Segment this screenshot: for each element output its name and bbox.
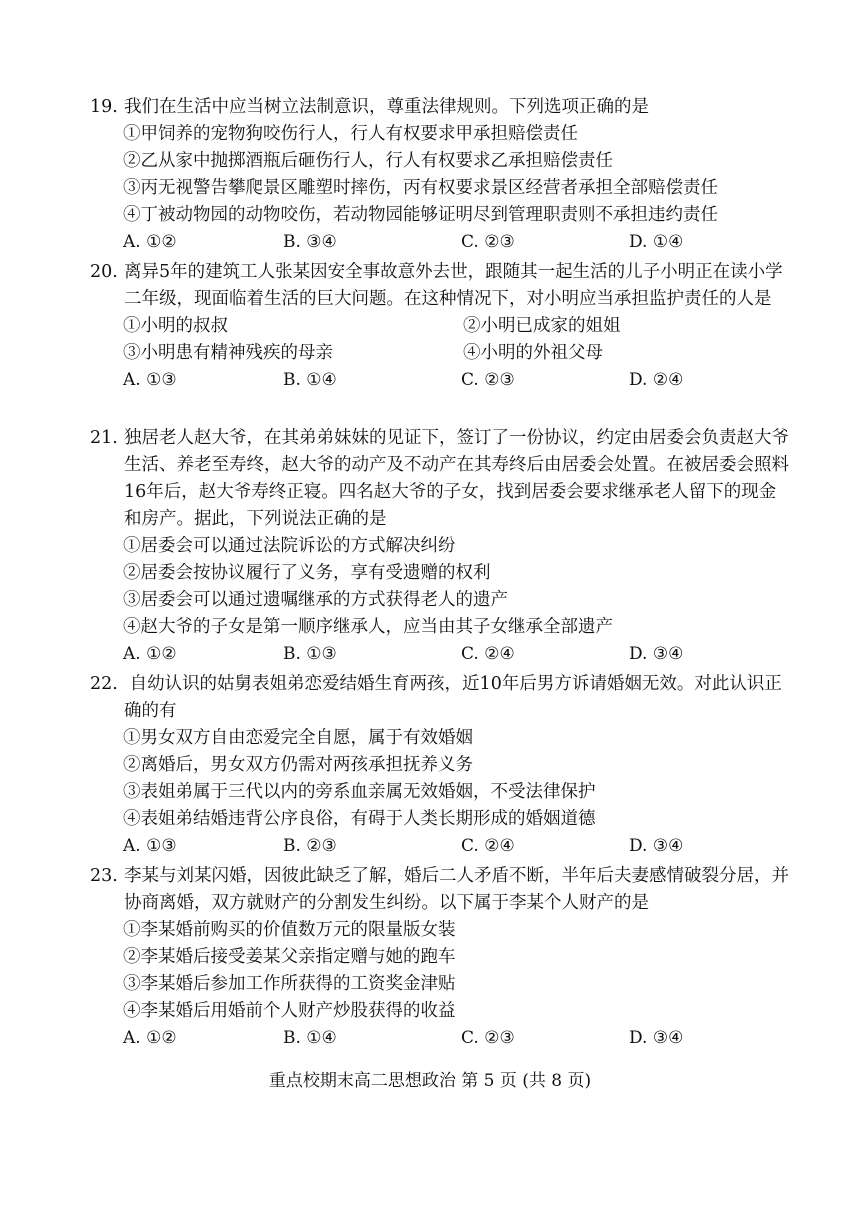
question-stem [90,671,790,725]
page-footer: 重点校期末高二思想政治 第 5 页 (共 8 页) [268,1071,592,1091]
statement: ①甲饲养的宠物狗咬伤行人，行人有权要求甲承担赔偿责任 [123,124,578,144]
choice-a[interactable]: A. ①② [123,644,177,664]
choice-c[interactable]: C. ②④ [461,644,515,664]
question-20 [90,259,790,394]
statement: ③居委会可以通过遗嘱继承的方式获得老人的遗产 [123,590,508,610]
choice-b[interactable]: B. ①③ [283,644,337,664]
question-stem [90,425,790,533]
answer-choices [90,229,790,256]
statement: ③丙无视警告攀爬景区雕塑时摔伤，丙有权要求景区经营者承担全部赔偿责任 [123,178,718,198]
choice-c[interactable]: C. ②④ [461,836,515,856]
answer-choices [90,641,790,668]
choice-d[interactable]: D. ③④ [629,1028,684,1048]
statement: ③小明患有精神残疾的母亲 [123,343,333,363]
question-stem [90,863,790,917]
statement: ②乙从家中抛掷酒瓶后砸伤行人，行人有权要求乙承担赔偿责任 [123,151,613,171]
question-22 [90,671,790,860]
stem-text: 李某与刘某闪婚，因彼此缺乏了解，婚后二人矛盾不断，半年后夫妻感情破裂分居，并协商离婚，双方就财产的分割发生纠纷。以下属于李某个人财产的是 [124,866,789,913]
stem-text: 独居老人赵大爷，在其弟弟妹妹的见证下，签订了一份协议，约定由居委会负责赵大爷生活、养老至寿终，赵大爷的动产及不动产在其寿终后由居委会处置。在被居委会照料16年后，赵大爷寿终正寝。四名赵大爷的子女，找到居委会要求继承老人留下的现金和房产。据此，下列说法正确的是 [124,428,789,529]
question-number: 19. [90,97,118,117]
question-21 [90,425,790,668]
statement: ④赵大爷的子女是第一顺序继承人，应当由其子女继承全部遗产 [123,617,613,637]
choice-b[interactable]: B. ③④ [283,232,337,252]
answer-choices [90,1025,790,1052]
stem-text: 我们在生活中应当树立法制意识，尊重法律规则。下列选项正确的是 [124,97,649,117]
choice-b[interactable]: B. ①④ [283,1028,337,1048]
question-number: 23. [90,866,118,886]
statement: ④李某婚后用婚前个人财产炒股获得的收益 [123,1001,456,1021]
statement: ②离婚后，男女双方仍需对两孩承担抚养义务 [123,755,473,775]
answer-choices [90,367,790,394]
statement: ①小明的叔叔 [123,316,228,336]
statement: ①李某婚前购买的价值数万元的限量版女装 [123,920,456,940]
statement: ①男女双方自由恋爱完全自愿，属于有效婚姻 [123,728,473,748]
choice-d[interactable]: D. ①④ [629,232,684,252]
statement: ②居委会按协议履行了义务，享有受遗赠的权利 [123,563,491,583]
choice-d[interactable]: D. ②④ [629,370,684,390]
statement: ④小明的外祖父母 [463,343,603,363]
choice-d[interactable]: D. ③④ [629,644,684,664]
statement: ②小明已成家的姐姐 [463,316,621,336]
answer-choices [90,833,790,860]
choice-c[interactable]: C. ②③ [461,1028,515,1048]
question-stem [90,259,790,313]
statement: ①居委会可以通过法院诉讼的方式解决纠纷 [123,536,456,556]
choice-c[interactable]: C. ②③ [461,370,515,390]
choice-d[interactable]: D. ③④ [629,836,684,856]
question-number: 22. [90,674,118,694]
stem-text: 自幼认识的姑舅表姐弟恋爱结婚生育两孩，近10年后男方诉请婚姻无效。对此认识正确的有 [124,674,782,721]
choice-a[interactable]: A. ①③ [123,370,177,390]
question-stem [90,94,790,121]
choice-a[interactable]: A. ①③ [123,836,177,856]
statement: ③李某婚后参加工作所获得的工资奖金津贴 [123,974,456,994]
choice-a[interactable]: A. ①② [123,1028,177,1048]
statement: ③表姐弟属于三代以内的旁系血亲属无效婚姻，不受法律保护 [123,782,596,802]
choice-b[interactable]: B. ①④ [283,370,337,390]
choice-a[interactable]: A. ①② [123,232,177,252]
statement-grid [90,313,790,367]
choice-c[interactable]: C. ②③ [461,232,515,252]
question-number: 21. [90,428,118,448]
question-number: 20. [90,262,118,282]
statement: ④丁被动物园的动物咬伤，若动物园能够证明尽到管理职责则不承担违约责任 [123,205,718,225]
stem-text: 离异5年的建筑工人张某因安全事故意外去世，跟随其一起生活的儿子小明正在读小学二年级，现面临着生活的巨大问题。在这种情况下，对小明应当承担监护责任的人是 [124,262,783,309]
choice-b[interactable]: B. ②③ [283,836,337,856]
statement: ④表姐弟结婚违背公序良俗，有碍于人类长期形成的婚姻道德 [123,809,596,829]
question-23 [90,863,790,1052]
question-19 [90,94,790,256]
statement: ②李某婚后接受姜某父亲指定赠与她的跑车 [123,947,456,967]
